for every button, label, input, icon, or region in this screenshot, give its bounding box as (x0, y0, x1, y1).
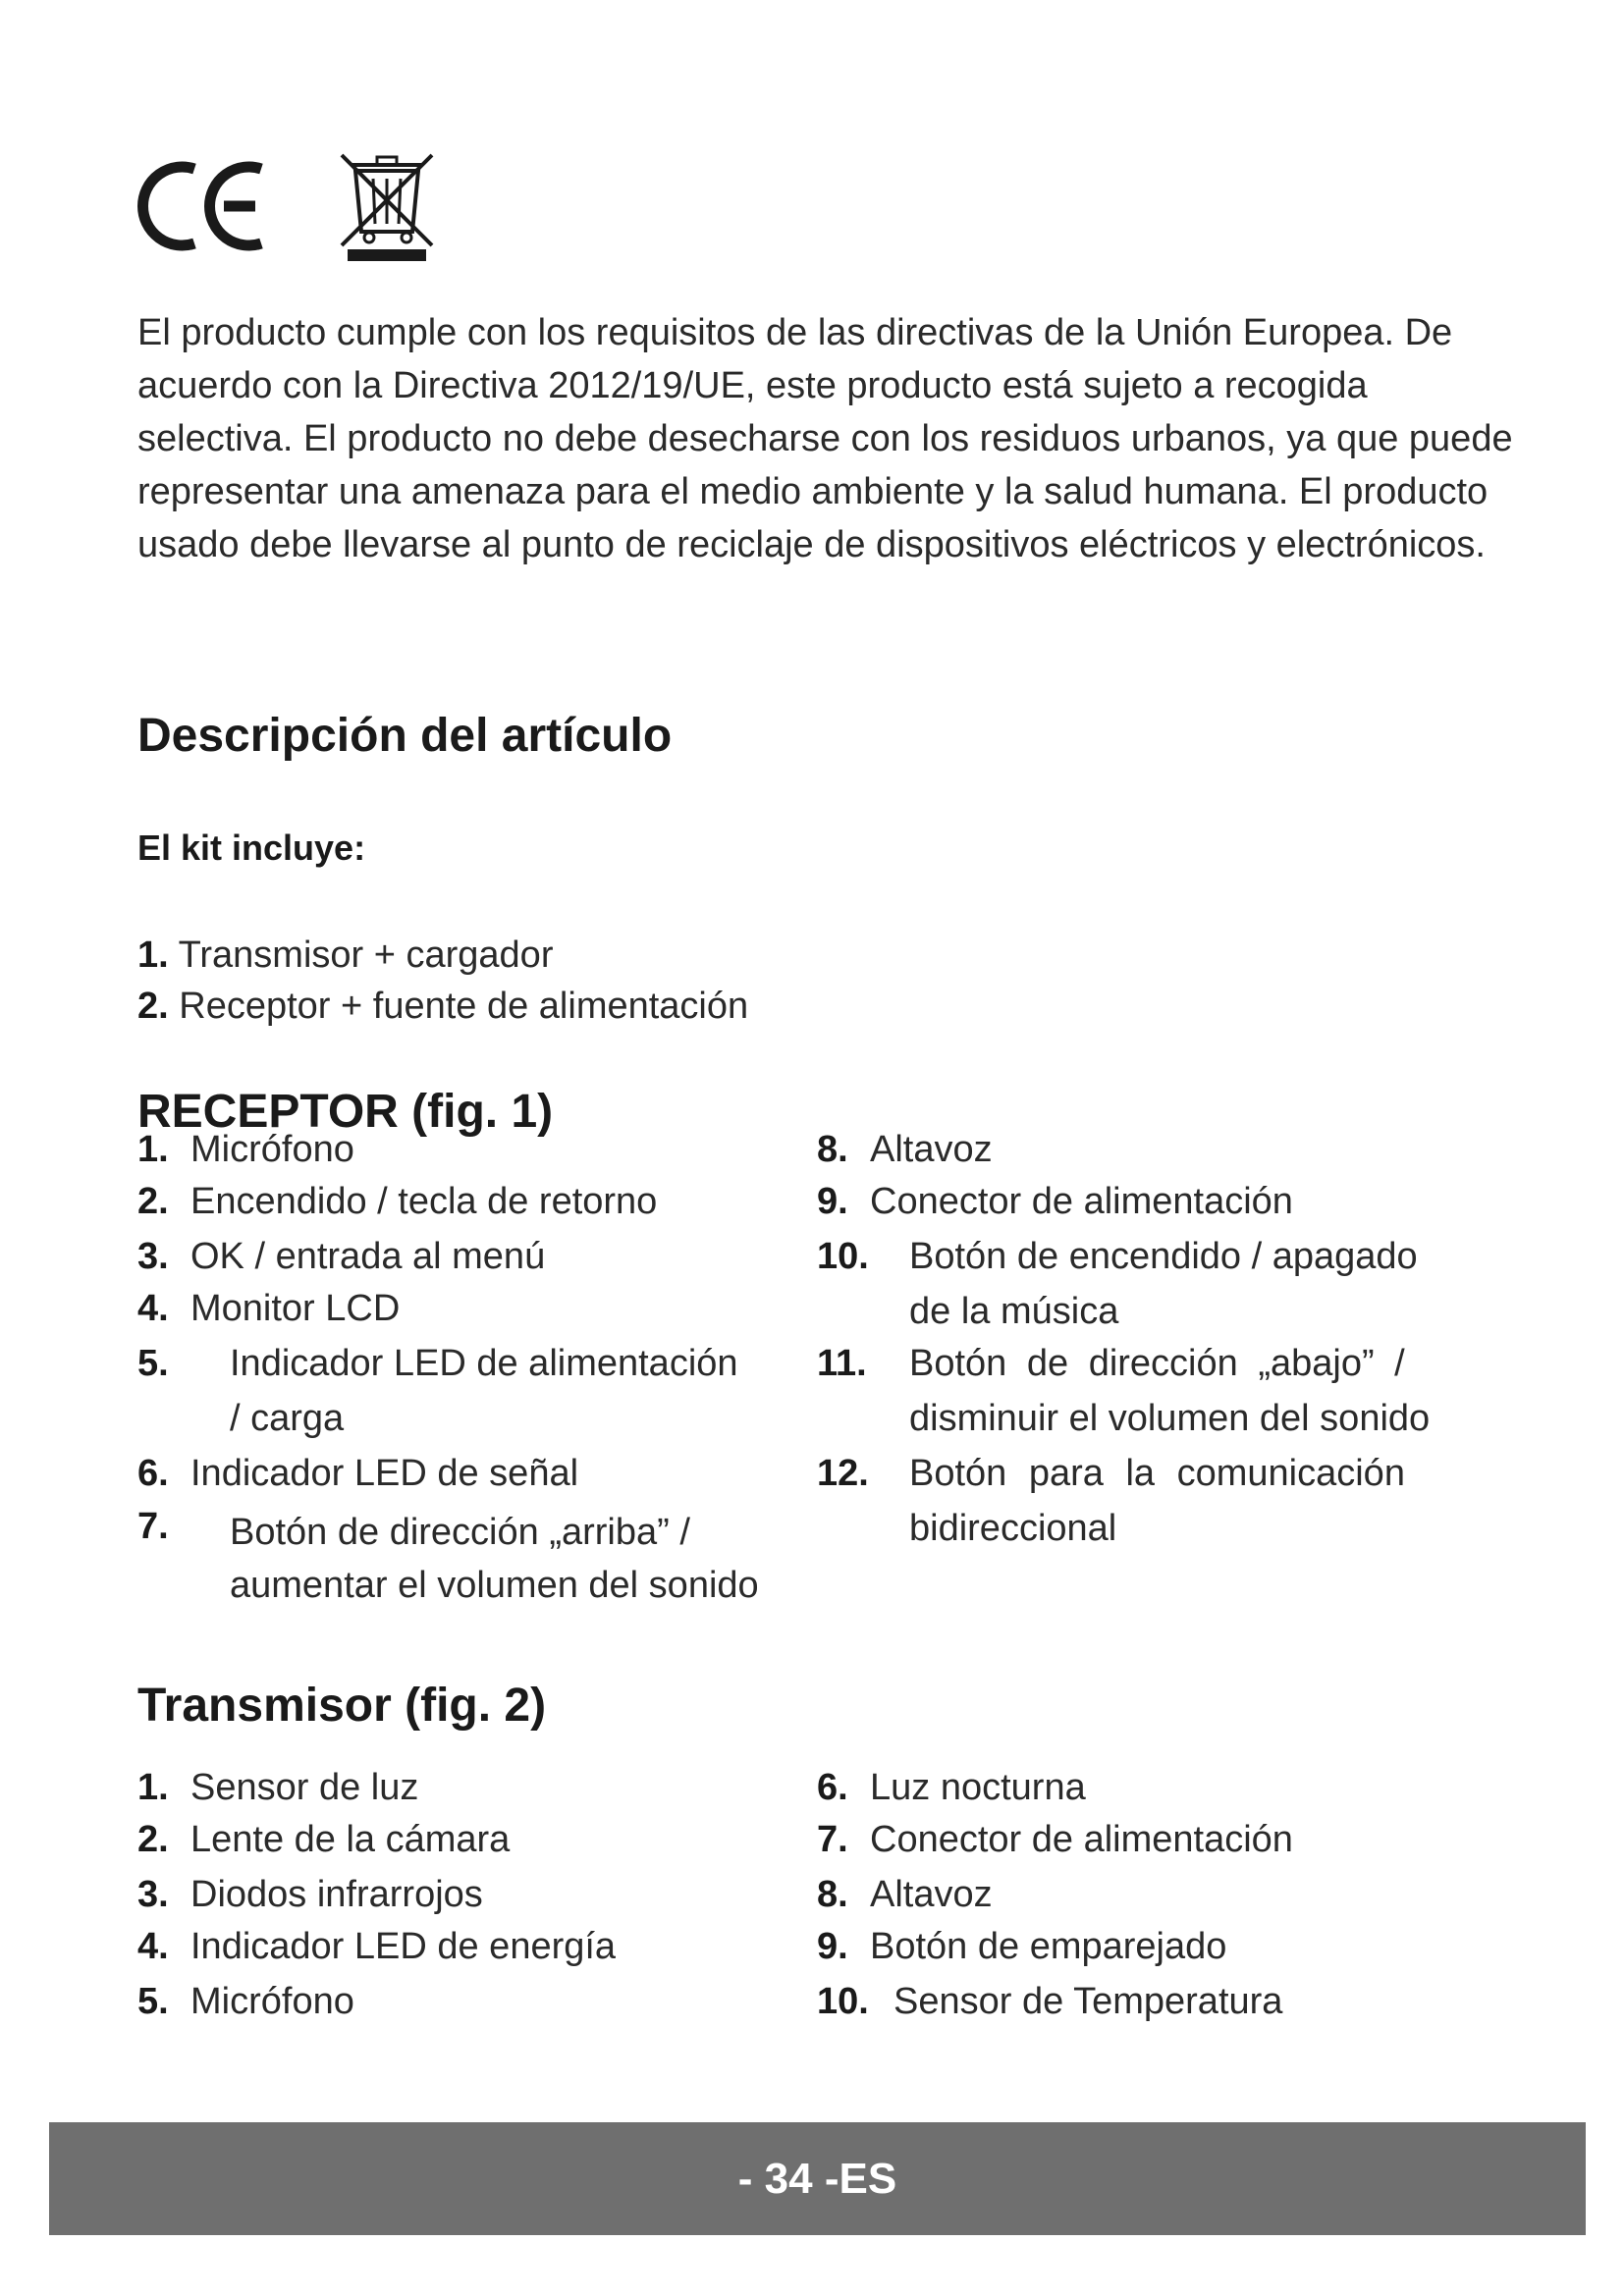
kit-item: 1. Transmisor + cargador (137, 934, 554, 976)
transmisor-heading: Transmisor (fig. 2) (137, 1680, 547, 1732)
transmisor-left-list: 1. Sensor de luz 2. Lente de la cámara 3. Diodos infrarrojos 4. Indicador LED de energía 5. Micrófono (137, 1767, 617, 2022)
transmisor-right-list: 6. Luz nocturna 7. Conector de alimentación 8. Altavoz 9. Botón de emparejado 10. Sensor de Temperatura (817, 1767, 1293, 2022)
receptor-right-list: 8. Altavoz 9. Conector de alimentación 10. Botón de encendido / apagado de la música 11. Botón de dirección „abajo” / disminuir el volumen del sonido 12. Botón para la comunicación bidireccional (817, 1129, 1431, 1549)
page-number: - 34 -ES (737, 2154, 897, 2203)
crossed-out-wheelie-bin-icon (342, 155, 432, 261)
receptor-heading: RECEPTOR (fig. 1) (137, 1086, 554, 1138)
ce-mark-icon (143, 167, 261, 245)
kit-heading: El kit incluye: (137, 828, 366, 868)
page-footer (49, 2122, 1586, 2235)
description-heading: Descripción del artículo (137, 710, 673, 762)
kit-list (137, 934, 1021, 1037)
receptor-left-list: 1. Micrófono 2. Encendido / tecla de retorno 3. OK / entrada al menú 4. Monitor LCD 5. Indicador LED de alimentación / carga 6. Indicador LED de señal 7. Botón de dirección „arriba” / aumentar el volumen del sonido (137, 1129, 759, 1606)
compliance-logos (134, 147, 448, 265)
kit-item: 2. Receptor + fuente de alimentación (137, 986, 749, 1027)
compliance-paragraph: El producto cumple con los requisitos de las directivas de la Unión Europea. De acuerdo con la Directiva 2012/19/UE, este producto está sujeto a recogida selectiva. El producto no debe desecharse con los residuos urbanos, ya que puede representar una amenaza para el medio ambiente y la salud humana. El producto usado debe llevarse al punto de reciclaje de dispositivos eléctricos y electrónicos. (137, 312, 1513, 565)
